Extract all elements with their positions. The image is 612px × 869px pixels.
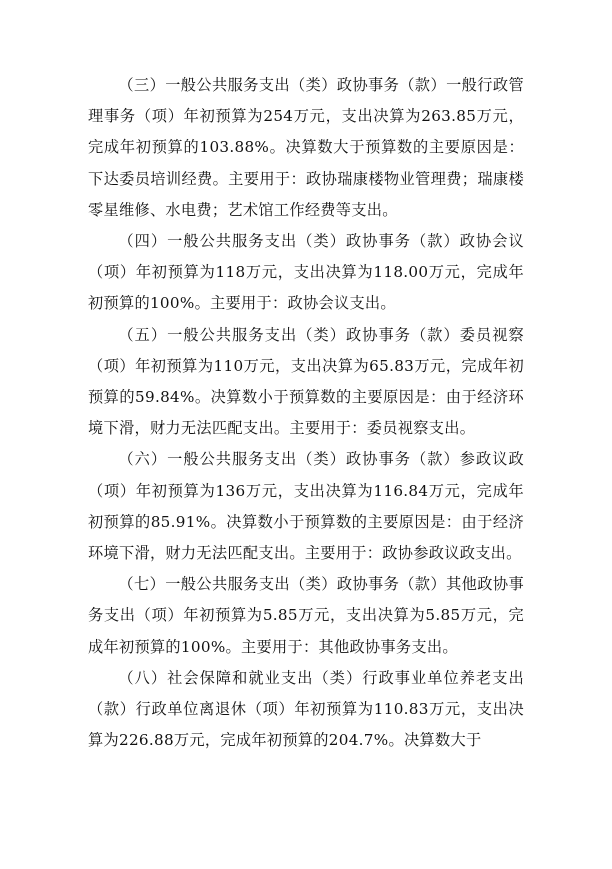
paragraph-6-political-participation: （六）一般公共服务支出（类）政协事务（款）参政议政（项）年初预算为136万元，支出决算为116.84万元，完成年初预算的85.91%。决算数小于预算数的主要原因是：由于经济环境下滑，财力无法匹配支出。主要用于：政协参政议政支出。 (88, 450, 524, 563)
paragraph-7-other-affairs: （七）一般公共服务支出（类）政协事务（款）其他政协事务支出（项）年初预算为5.85万元，支出决算为5.85万元，完成年初预算的100%。主要用于：其他政协事务支出。 (88, 575, 524, 656)
paragraph-5-member-inspection: （五）一般公共服务支出（类）政协事务（款）委员视察（项）年初预算为110万元，支出决算为65.83万元，完成年初预算的59.84%。决算数小于预算数的主要原因是：由于经济环境下滑，财力无法匹配支出。主要用于：委员视察支出。 (88, 325, 524, 438)
paragraph-8-retirement: （八）社会保障和就业支出（类）行政事业单位养老支出（款）行政单位离退休（项）年初预算为110.83万元，支出决算为226.88万元，完成年初预算的204.7%。决算数大于 (88, 668, 524, 750)
document-body (88, 70, 524, 756)
paragraph-4-cppcc-meeting: （四）一般公共服务支出（类）政协事务（款）政协会议（项）年初预算为118万元，支出决算为118.00万元，完成年初预算的100%。主要用于：政协会议支出。 (88, 232, 524, 313)
paragraph-3-general-admin: （三）一般公共服务支出（类）政协事务（款）一般行政管理事务（项）年初预算为254万元，支出决算为263.85万元，完成年初预算的103.88%。决算数大于预算数的主要原因是：下达委员培训经费。主要用于：政协瑞康楼物业管理费；瑞康楼零星维修、水电费；艺术馆工作经费等支出。 (88, 76, 524, 219)
